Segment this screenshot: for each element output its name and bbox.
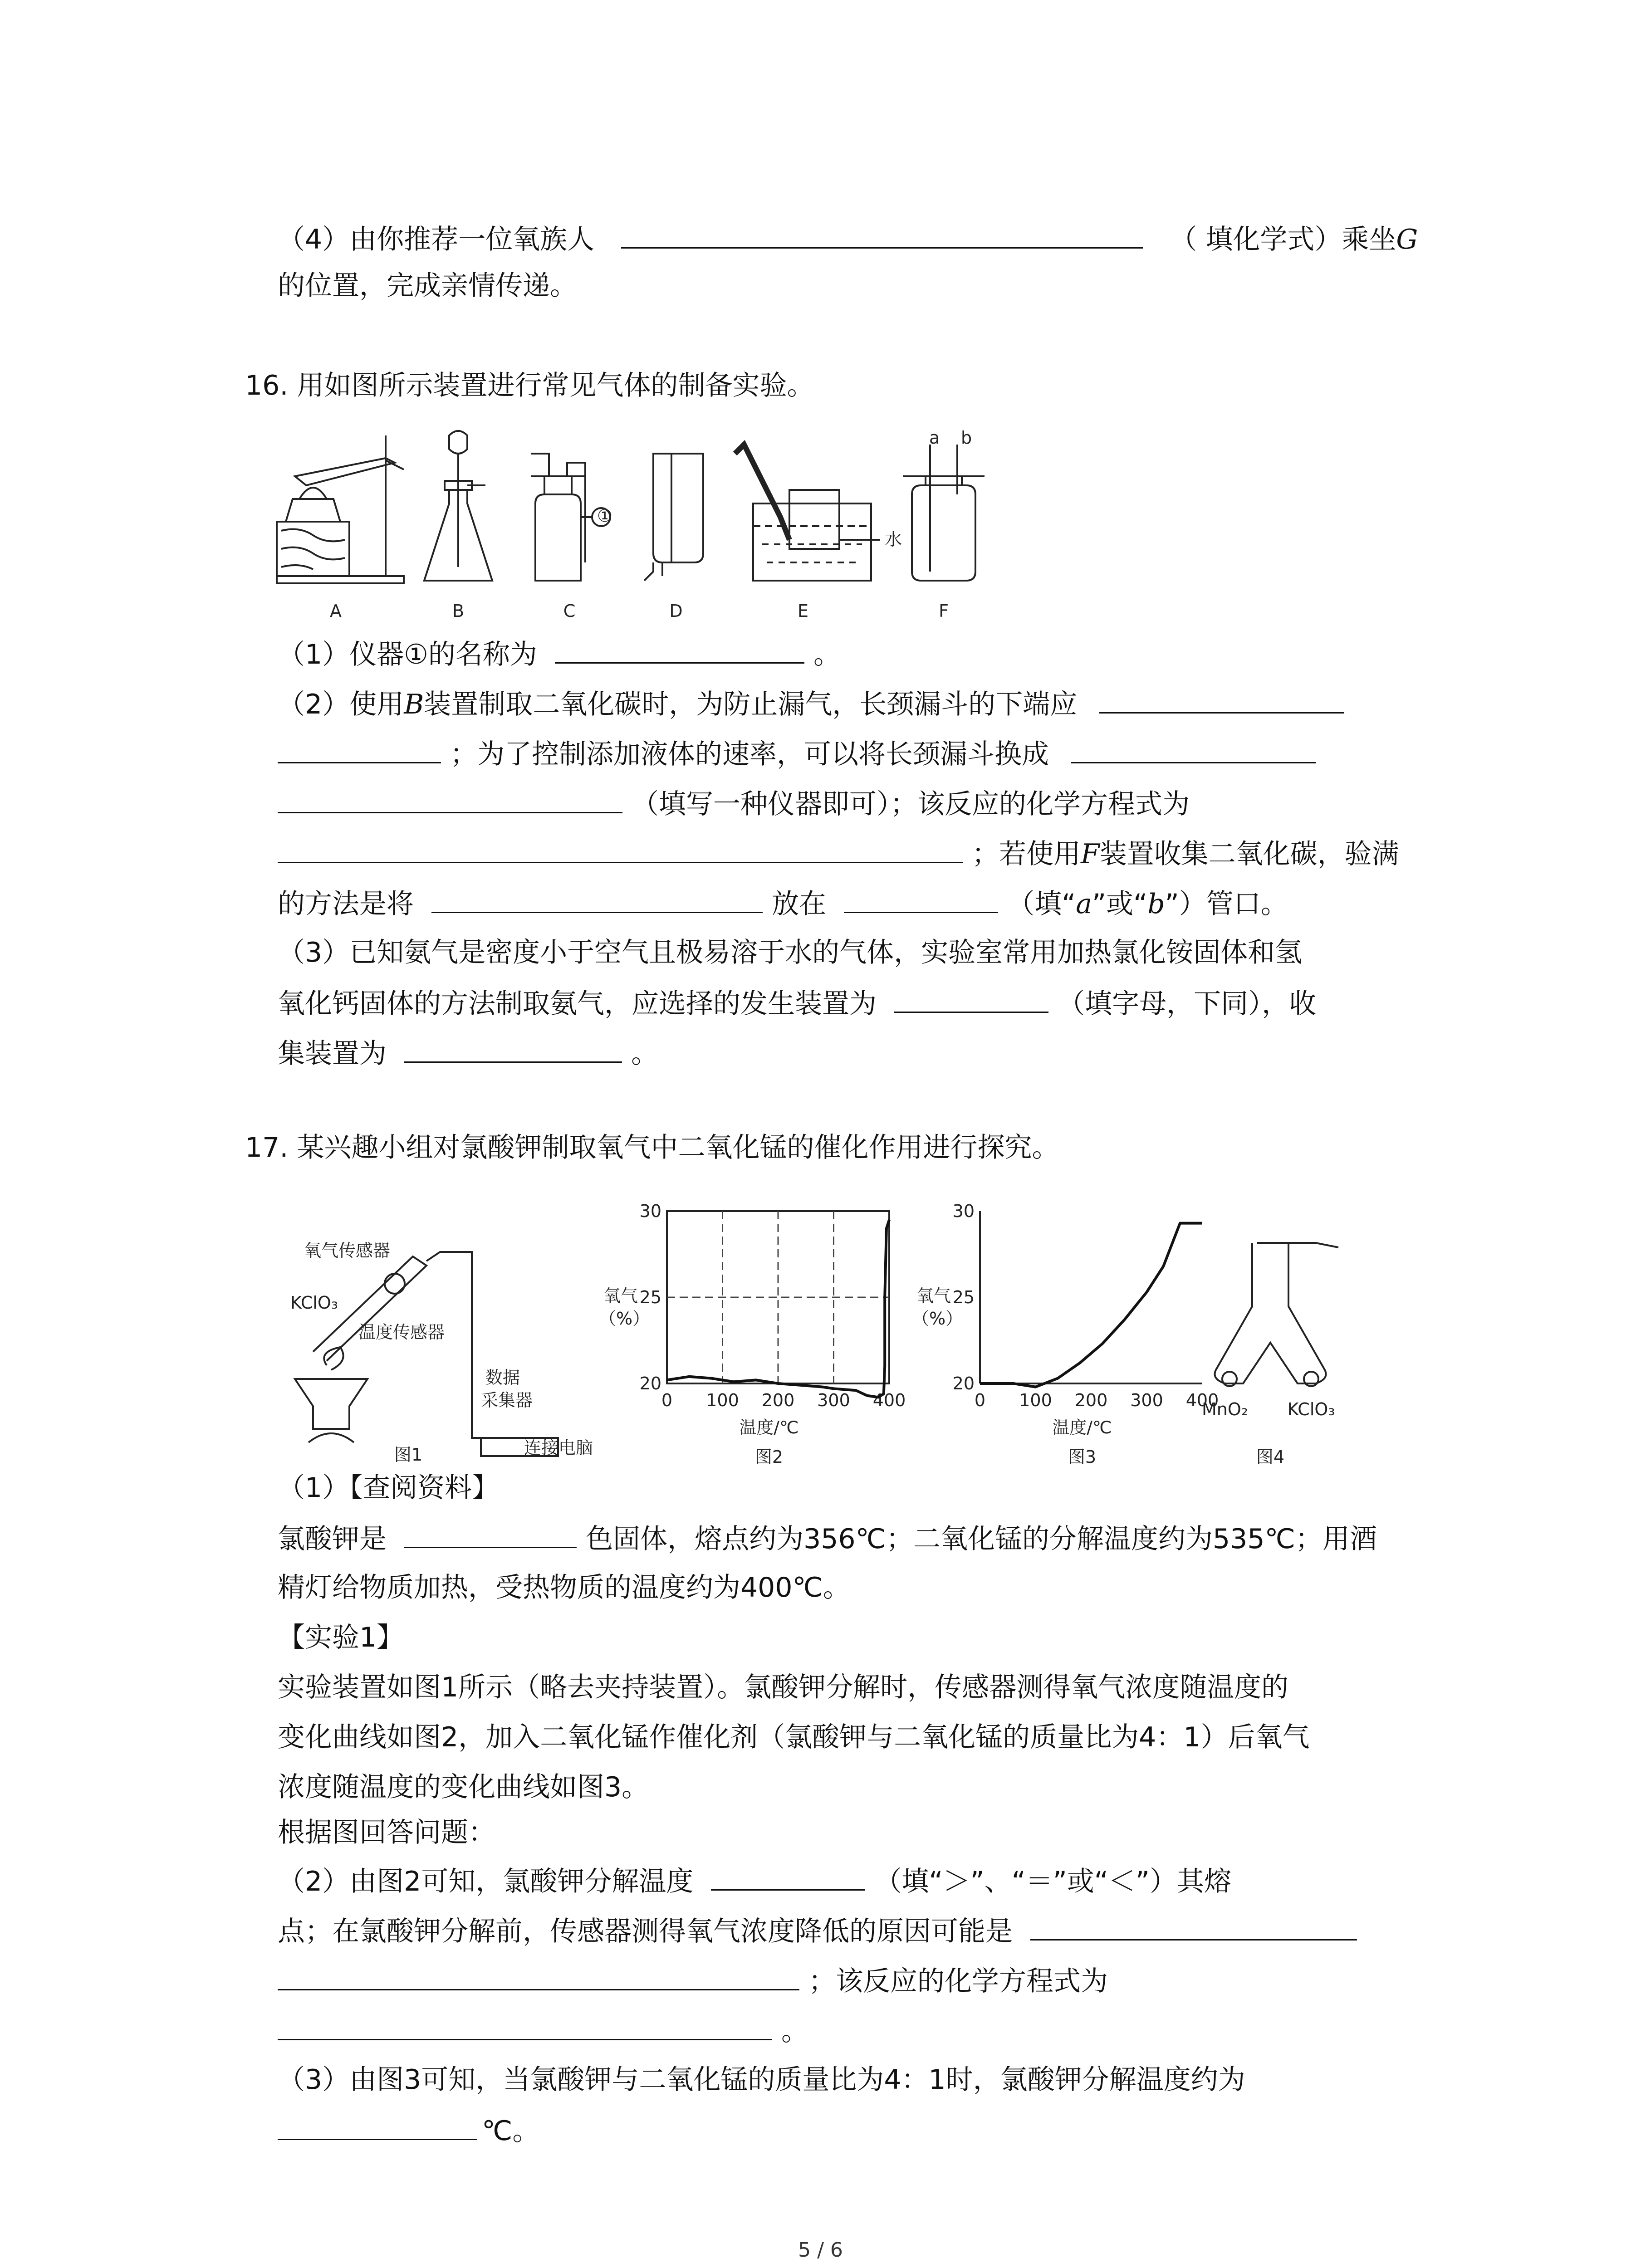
label-a: a — [929, 428, 940, 448]
label-A: A — [330, 601, 342, 621]
q17-part1-text-b: 色固体，熔点约为356℃；二氧化锰的分解温度约为535℃；用酒 — [586, 1523, 1377, 1555]
x-tick-label: 100 — [706, 1390, 739, 1410]
x-tick-label: 200 — [1074, 1390, 1108, 1410]
q17-part2-blank-2[interactable] — [1030, 1912, 1357, 1941]
q17-part2-text-d: ；该反应的化学方程式为 — [808, 1965, 1108, 1997]
x-tick-label: 400 — [872, 1390, 906, 1410]
q16-part3-text-d: 集装置为 — [278, 1038, 387, 1070]
q16-part3-blank-1[interactable] — [894, 984, 1048, 1013]
q15-part4-line2 — [278, 268, 577, 304]
label-F: F — [939, 601, 949, 621]
q16-part3-line2 — [278, 984, 1316, 1022]
q15-part4-g: G — [1396, 224, 1418, 255]
x-tick-label: 0 — [974, 1390, 986, 1410]
q16-part2-text-o: ”）管口。 — [1165, 888, 1288, 920]
q17-fig1 — [277, 1216, 622, 1470]
x-tick-label: 300 — [1130, 1390, 1163, 1410]
q17-exp1-text-c: 浓度随温度的变化曲线如图3。 — [278, 1771, 649, 1803]
q16-part3-line3 — [278, 1034, 658, 1072]
chart-caption: 图2 — [754, 1447, 784, 1467]
q17-fig2-chart — [590, 1198, 907, 1470]
q17-part2-text-b: （填“＞”、“＝”或“＜”）其熔 — [874, 1866, 1231, 1897]
q16-part2-line2 — [278, 735, 1316, 772]
x-tick-label: 300 — [817, 1390, 850, 1410]
q15-part4-text: （4）由你推荐一位氧族人 — [278, 224, 595, 255]
x-axis-label: 温度/℃ — [739, 1418, 799, 1437]
fig1-temp-sensor: 温度传感器 — [358, 1322, 445, 1342]
chart-caption: 图3 — [1068, 1447, 1097, 1467]
q16-part3-line1 — [278, 934, 1302, 971]
y-axis-label: 氧气 — [603, 1286, 638, 1306]
q17-exp1-text-b: 变化曲线如图2，加入二氧化锰作催化剂（氯酸钾与二氧化锰的质量比为4：1）后氧气 — [278, 1721, 1310, 1753]
label-C: C — [563, 601, 576, 621]
y-tick-label: 30 — [639, 1201, 661, 1221]
fig1-kclo3: KClO₃ — [290, 1293, 338, 1313]
label-b: b — [961, 428, 972, 448]
label-D: D — [669, 601, 683, 621]
q16-stem-text: 16. 用如图所示装置进行常见气体的制备实验。 — [245, 370, 814, 401]
q17-exp1-head — [278, 1619, 404, 1656]
q17-part1-line2 — [278, 1569, 850, 1606]
q17-part1-head — [278, 1470, 499, 1506]
q17-part2-line3 — [278, 1962, 1108, 1999]
q16-part2-blank-2b[interactable] — [278, 785, 622, 813]
q17-exp1-line4 — [278, 1814, 495, 1851]
q16-part2-text-c: 装置制取二氧化碳时，为防止漏气，长颈漏斗的下端应 — [424, 689, 1078, 720]
label-water: 水 — [885, 529, 902, 549]
chart-body — [912, 1201, 1219, 1467]
q16-part2-blank-1b[interactable] — [278, 735, 441, 763]
q17-stem — [245, 1129, 1059, 1166]
apparatus-b — [424, 431, 492, 581]
series-line-0 — [980, 1223, 1202, 1387]
x-axis-label: 温度/℃ — [1052, 1418, 1112, 1437]
q17-exp1-text-a: 实验装置如图1所示（略去夹持装置）。氯酸钾分解时，传感器测得氧气浓度随温度的 — [278, 1672, 1289, 1703]
q17-part1-color-blank[interactable] — [404, 1520, 577, 1548]
x-tick-label: 400 — [1185, 1390, 1219, 1410]
fig1-collector-1: 数据 — [485, 1368, 520, 1388]
q16-part2-g: F — [1081, 838, 1100, 870]
y-axis-unit: （%） — [912, 1309, 963, 1329]
q17-part3-blank[interactable] — [278, 2112, 477, 2140]
y-tick-label: 20 — [639, 1374, 661, 1393]
q17-part3-line1 — [278, 2062, 1245, 2098]
q17-exp1-line2 — [278, 1719, 1310, 1755]
y-tick-label: 25 — [952, 1287, 975, 1307]
q15-part4-text-d: 的位置，完成亲情传递。 — [278, 270, 577, 302]
fig4-caption: 图4 — [1256, 1447, 1285, 1467]
page-number: 5 / 6 — [798, 2239, 843, 2262]
q16-stem — [245, 367, 814, 404]
q16-part1-text: （1）仪器①的名称为 — [278, 639, 537, 670]
q15-part4-text-b: （ 填化学式）乘坐 — [1170, 224, 1396, 255]
label-E: E — [797, 601, 809, 621]
q16-part2-text-d: ；为了控制添加液体的速率，可以将长颈漏斗换成 — [450, 738, 1049, 770]
q17-exp1-line1 — [278, 1669, 1288, 1706]
q16-apparatus-figure — [268, 426, 1003, 626]
q15-part4-answer-blank[interactable] — [621, 220, 1143, 249]
apparatus-d — [644, 454, 703, 581]
q17-part2-text-e: 。 — [781, 2015, 808, 2047]
q16-part3-text-e: 。 — [631, 1038, 659, 1070]
apparatus-e — [735, 445, 880, 581]
q16-part3-text-c: （填字母，下同），收 — [1058, 988, 1317, 1020]
q16-part3-blank-2[interactable] — [404, 1034, 622, 1063]
q17-part1-text-c: 精灯给物质加热，受热物质的温度约为400℃。 — [278, 1572, 850, 1603]
q17-part1-line1 — [278, 1520, 1377, 1557]
label-B: B — [452, 601, 465, 621]
y-tick-label: 30 — [952, 1201, 975, 1221]
fig4-mno2: MnO₂ — [1201, 1399, 1249, 1419]
q16-part2-text-i: 的方法是将 — [278, 888, 414, 920]
q17-part2-line1 — [278, 1862, 1231, 1900]
chart-body — [599, 1201, 906, 1467]
q17-part1-text-a: 氯酸钾是 — [278, 1523, 387, 1555]
x-tick-label: 100 — [1019, 1390, 1052, 1410]
y-axis-unit: （%） — [599, 1309, 650, 1329]
q16-part2-text-m: ”或“ — [1092, 888, 1148, 920]
q16-part2-line1 — [278, 685, 1344, 723]
q17-fig4 — [1198, 1234, 1352, 1470]
q16-part2-line4 — [278, 835, 1399, 872]
q17-exp1-text-d: 根据图回答问题： — [278, 1817, 495, 1848]
q16-part2-text-j: 放在 — [772, 888, 827, 920]
q17-part2-blank-1[interactable] — [711, 1862, 865, 1891]
q16-part2-text-e: （填写一种仪器即可）；该反应的化学方程式为 — [632, 788, 1190, 820]
apparatus-f — [903, 445, 985, 581]
q17-part2-text-c: 点；在氯酸钾分解前，传感器测得氧气浓度降低的原因可能是 — [278, 1916, 1013, 1947]
q16-part2-equation-blank[interactable] — [278, 835, 963, 863]
q16-part2-l: a — [1076, 888, 1092, 920]
q16-part1 — [278, 635, 841, 673]
q17-fig3-chart — [903, 1198, 1220, 1470]
q16-part1-end: 。 — [813, 639, 841, 670]
fig1-o2-sensor: 氧气传感器 — [304, 1241, 391, 1261]
q16-part2-blank-4[interactable] — [844, 885, 998, 913]
q17-part3-text-b: ℃。 — [482, 2115, 540, 2147]
q16-part2-text-k: （填“ — [1007, 888, 1076, 920]
q16-part3-text-a: （3）已知氨气是密度小于空气且极易溶于水的气体，实验室常用加热氯化铵固体和氢 — [278, 937, 1303, 968]
q17-part2-equation-blank[interactable] — [278, 2012, 772, 2040]
q17-part2-line2 — [278, 1912, 1357, 1950]
q16-part1-blank[interactable] — [555, 635, 804, 664]
q17-part1-head-text: （1）【查阅资料】 — [278, 1472, 500, 1504]
q17-part3-line2 — [278, 2112, 539, 2149]
q16-part2-text-a: （2）使用 — [278, 689, 404, 720]
q16-part3-text-b: 氧化钙固体的方法制取氨气，应选择的发生装置为 — [278, 988, 877, 1020]
apparatus-a — [277, 435, 404, 583]
q16-part2-blank-2[interactable] — [1071, 735, 1316, 763]
y-axis-label: 氧气 — [916, 1286, 951, 1306]
q17-part3-text-a: （3）由图3可知，当氯酸钾与二氧化锰的质量比为4：1时，氯酸钾分解温度约为 — [278, 2064, 1245, 2096]
q15-part4-line1 — [278, 220, 1418, 258]
fig1-computer: 连接电脑 — [524, 1438, 593, 1458]
q17-stem-text: 17. 某兴趣小组对氯酸钾制取氧气中二氧化锰的催化作用进行探究。 — [245, 1132, 1059, 1163]
q17-part2-text-a: （2）由图2可知，氯酸钾分解温度 — [278, 1866, 694, 1897]
q16-part2-line5 — [278, 885, 1288, 922]
q16-part2-text-h: 装置收集二氧化碳，验满 — [1099, 838, 1399, 870]
y-tick-label: 20 — [952, 1374, 975, 1393]
fig4-kclo3: KClO₃ — [1287, 1399, 1335, 1419]
q16-part2-n: b — [1147, 888, 1165, 920]
fig1-collector-2: 采集器 — [481, 1390, 533, 1410]
x-tick-label: 0 — [661, 1390, 673, 1410]
q17-part2-line4 — [278, 2012, 808, 2049]
q16-part2-line3 — [278, 785, 1190, 822]
x-tick-label: 200 — [761, 1390, 795, 1410]
y-tick-label: 25 — [639, 1287, 661, 1307]
label-1: ① — [597, 506, 613, 526]
q16-part2-blank-3[interactable] — [431, 885, 763, 913]
q16-part2-text-f: ；若使用 — [972, 838, 1081, 870]
q17-part2-blank-2b[interactable] — [278, 1962, 799, 1990]
q16-part2-b: B — [404, 689, 424, 720]
q16-part2-blank-1[interactable] — [1099, 685, 1344, 714]
fig1-caption: 图1 — [394, 1445, 423, 1465]
q17-exp1-line3 — [278, 1769, 649, 1805]
q17-exp1-head-text: 【实验1】 — [278, 1622, 404, 1653]
